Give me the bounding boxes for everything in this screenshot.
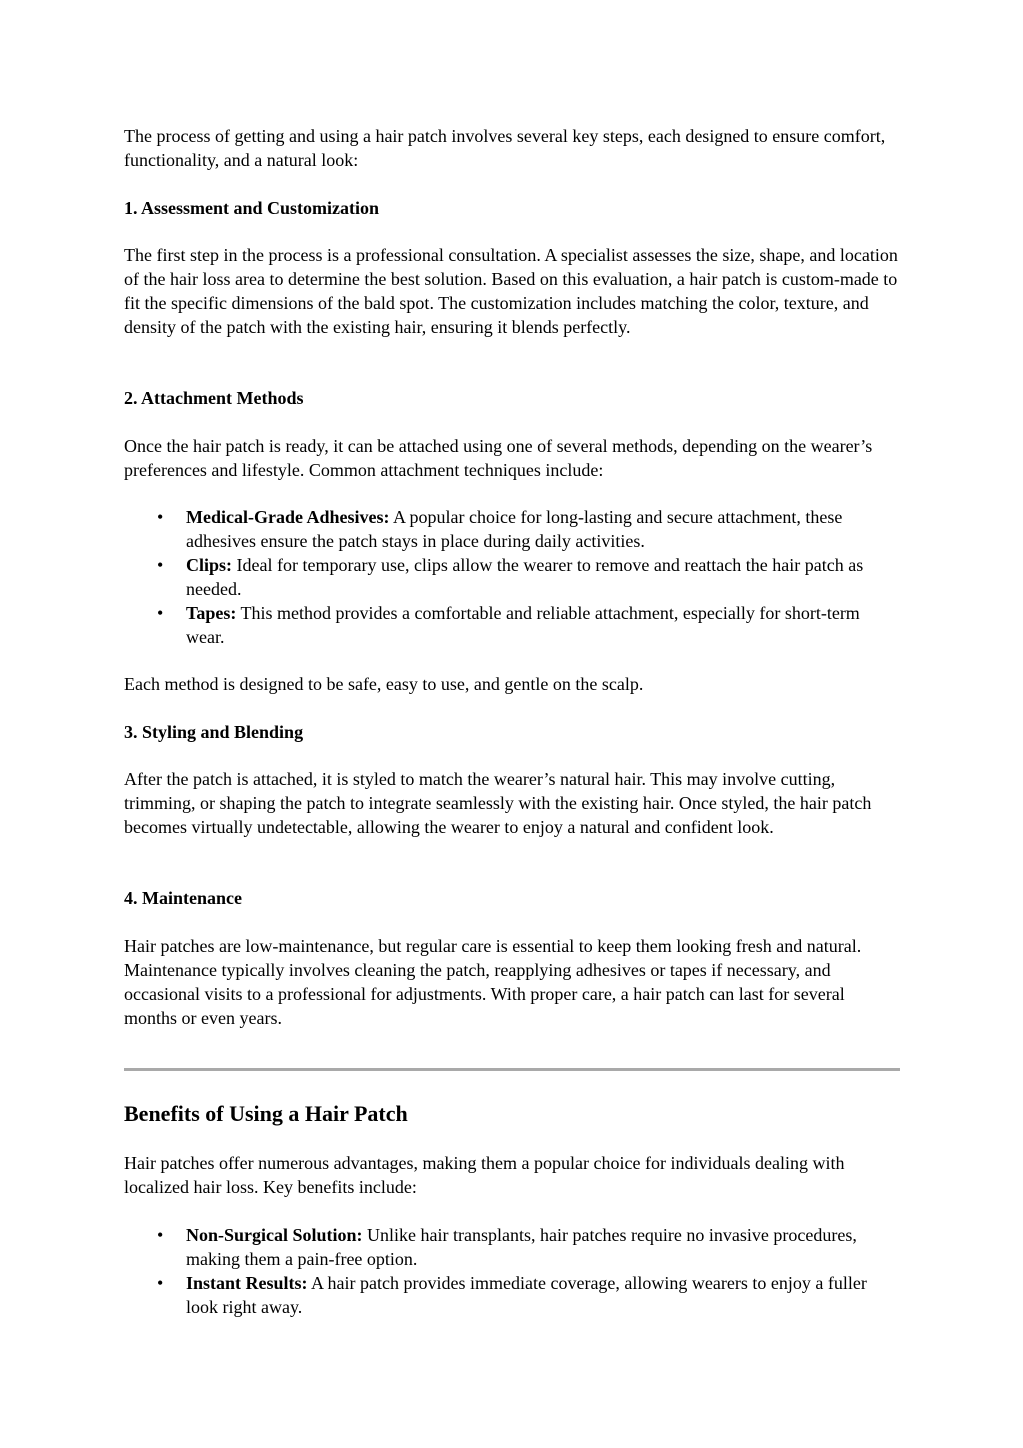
bullet-icon: •	[157, 1273, 164, 1293]
list-item	[124, 1223, 902, 1271]
step-3-paragraph: After the patch is attached, it is styled to match the wearer’s natural hair. This may involve cutting, trimming, or shaping the patch to integrate seamlessly with the existing hair. Once styled, the hair patch becomes virtually undetectable, allowing the wearer to enjoy a natural and confident look.	[124, 769, 872, 837]
list-item	[124, 553, 902, 601]
benefits-list	[124, 1223, 902, 1319]
step-4-paragraph: Hair patches are low-maintenance, but regular care is essential to keep them looking fresh and natural. Maintenance typically involves cleaning the patch, reapplying adhesives or tapes if necessary, and occasional visits to a professional for adjustments. With proper care, a hair patch can last for several months or even years.	[124, 936, 862, 1028]
step-4-heading: 4. Maintenance	[124, 888, 242, 908]
step-3-heading: 3. Styling and Blending	[124, 722, 304, 742]
bullet-icon: •	[157, 555, 164, 575]
benefits-heading: Benefits of Using a Hair Patch	[124, 1101, 408, 1126]
step-1-paragraph: The first step in the process is a professional consultation. A specialist assesses the size, shape, and location of the hair loss area to determine the best solution. Based on this evaluation, a hair patch is custom-made to fit the specific dimensions of the bald spot. The customization includes matching the color, texture, and density of the patch with the existing hair, ensuring it blends perfectly.	[124, 245, 898, 337]
step-1-heading: 1. Assessment and Customization	[124, 198, 380, 218]
benefits-intro-paragraph: Hair patches offer numerous advantages, making them a popular choice for individuals dealing with localized hair loss. Key benefits include:	[124, 1153, 845, 1197]
list-item	[124, 1271, 902, 1319]
list-item-text: This method provides a comfortable and reliable attachment, especially for short-term wear.	[186, 603, 860, 647]
section-divider	[124, 1068, 900, 1071]
list-item-text: Unlike hair transplants, hair patches require no invasive procedures, making them a pain-free option.	[186, 1225, 857, 1269]
list-item-term: Clips:	[186, 555, 233, 575]
list-item-text: Ideal for temporary use, clips allow the wearer to remove and reattach the hair patch as needed.	[186, 555, 864, 599]
attachment-methods-list	[124, 505, 902, 649]
step-2-paragraph: Once the hair patch is ready, it can be attached using one of several methods, depending on the wearer’s preferences and lifestyle. Common attachment techniques include:	[124, 436, 873, 480]
bullet-icon: •	[157, 603, 164, 623]
list-item-term: Tapes:	[186, 603, 237, 623]
intro-paragraph: The process of getting and using a hair patch involves several key steps, each designed to ensure comfort, functionality, and a natural look:	[124, 126, 886, 170]
bullet-icon: •	[157, 507, 164, 527]
list-item-term: Medical-Grade Adhesives:	[186, 507, 390, 527]
list-item-term: Instant Results:	[186, 1273, 308, 1293]
list-item-text: A hair patch provides immediate coverage, allowing wearers to enjoy a fuller look right away.	[186, 1273, 867, 1317]
step-2-heading: 2. Attachment Methods	[124, 388, 304, 408]
list-item	[124, 505, 902, 553]
list-item-text: A popular choice for long-lasting and secure attachment, these adhesives ensure the patch stays in place during daily activities.	[186, 507, 843, 551]
bullet-icon: •	[157, 1225, 164, 1245]
list-item	[124, 601, 902, 649]
step-2-after-paragraph: Each method is designed to be safe, easy to use, and gentle on the scalp.	[124, 674, 644, 694]
list-item-term: Non-Surgical Solution:	[186, 1225, 363, 1245]
